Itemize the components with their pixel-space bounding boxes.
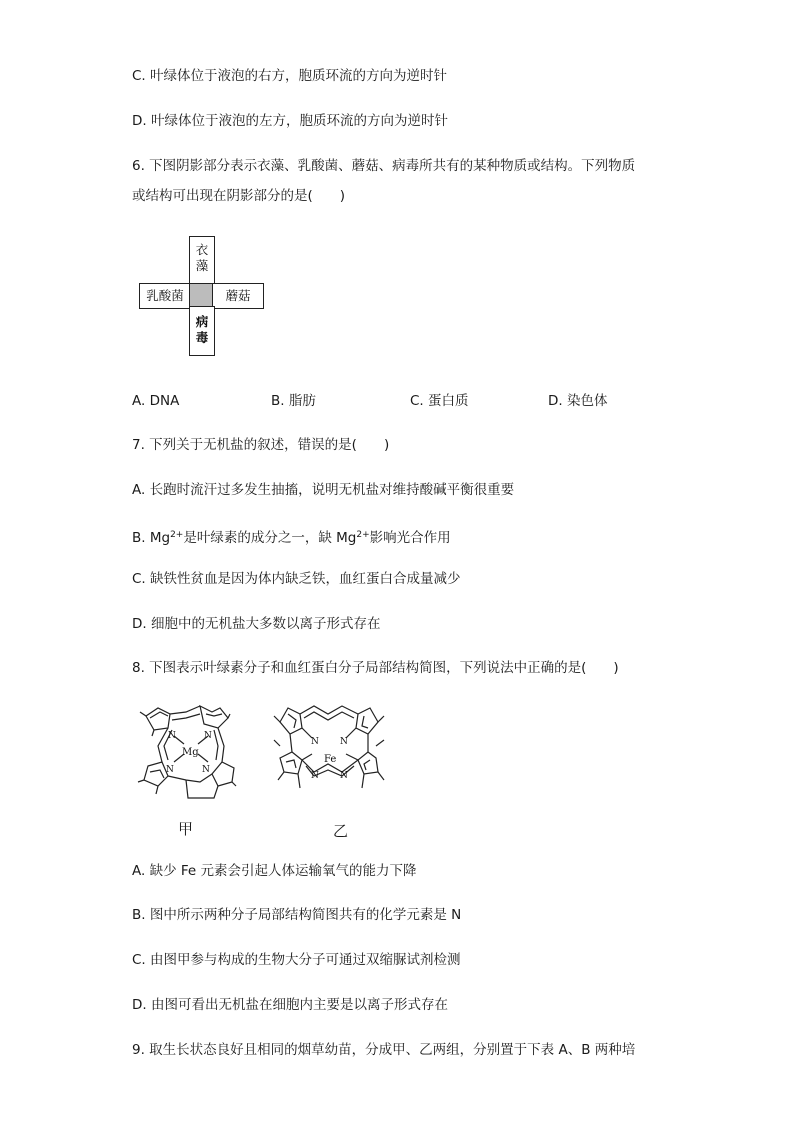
heme-structure	[274, 706, 384, 788]
box-yizao-char1: 衣	[195, 242, 209, 257]
q6-option-c: C. 蛋白质	[410, 393, 469, 409]
q7-option-b-charge1: 2+	[170, 530, 184, 540]
q7-option-b-part1: B. Mg	[132, 530, 171, 546]
box-mogu-label: 蘑菇	[225, 288, 251, 303]
box-mogu	[212, 283, 264, 309]
q7-option-b-part3: 影响光合作用	[369, 530, 451, 546]
heme-n2: N	[340, 737, 348, 747]
chlorophyll-n4: N	[202, 765, 210, 775]
q7-option-b-part2: 是叶绿素的成分之一，缺 Mg	[183, 530, 357, 546]
q9-stem: 9. 取生长状态良好且相同的烟草幼苗，分成甲、乙两组，分别置于下表 A、B 两种培	[132, 1042, 636, 1058]
figure-label-yi: 乙	[333, 822, 349, 840]
heme-n1: N	[311, 737, 319, 747]
box-yizao-char2: 藻	[195, 258, 209, 273]
chlorophyll-n3: N	[166, 765, 174, 775]
box-rusuanjun-label: 乳酸菌	[146, 288, 184, 303]
box-bingdu-char1: 病	[195, 314, 209, 329]
chlorophyll-mg: Mg	[182, 747, 199, 758]
chlorophyll-n2: N	[204, 731, 212, 741]
box-yizao	[189, 236, 215, 286]
q7-option-a: A. 长跑时流汗过多发生抽搐，说明无机盐对维持酸碱平衡很重要	[132, 482, 515, 498]
q6-stem-line1: 6. 下图阴影部分表示衣藻、乳酸菌、蘑菇、病毒所共有的某种物质或结构。下列物质	[132, 158, 636, 174]
q5-option-c: C. 叶绿体位于液泡的右方，胞质环流的方向为逆时针	[132, 68, 448, 84]
q5-option-d: D. 叶绿体位于液泡的左方，胞质环流的方向为逆时针	[132, 113, 448, 129]
q8-option-c: C. 由图甲参与构成的生物大分子可通过双缩脲试剂检测	[132, 952, 461, 968]
heme-n3: N	[311, 771, 319, 781]
q8-option-a: A. 缺少 Fe 元素会引起人体运输氧气的能力下降	[132, 863, 417, 879]
q7-option-b-charge2: 2+	[356, 530, 370, 540]
chlorophyll-n1: N	[168, 731, 176, 741]
q6-cross-diagram	[139, 236, 263, 356]
box-bingdu-char2: 毒	[195, 330, 209, 345]
box-bingdu	[189, 306, 215, 356]
q7-stem: 7. 下列关于无机盐的叙述，错误的是( )	[132, 437, 390, 453]
heme-n4: N	[340, 771, 348, 781]
q8-option-b: B. 图中所示两种分子局部结构简图共有的化学元素是 N	[132, 907, 462, 923]
q6-option-d: D. 染色体	[548, 393, 608, 409]
box-rusuanjun	[139, 283, 191, 309]
q6-stem-line2: 或结构可出现在阴影部分的是( )	[132, 188, 346, 204]
q6-options	[0, 391, 794, 411]
q7-option-b	[132, 525, 451, 548]
q8-molecule-diagrams	[128, 700, 388, 820]
q7-option-d: D. 细胞中的无机盐大多数以离子形式存在	[132, 616, 381, 632]
q8-stem: 8. 下图表示叶绿素分子和血红蛋白分子局部结构简图，下列说法中正确的是( )	[132, 660, 619, 676]
q6-option-b: B. 脂肪	[271, 393, 316, 409]
q7-option-c: C. 缺铁性贫血是因为体内缺乏铁，血红蛋白合成量减少	[132, 571, 461, 587]
q6-option-a: A. DNA	[132, 393, 180, 409]
figure-label-jia: 甲	[178, 820, 194, 838]
heme-fe: Fe	[324, 754, 337, 765]
q8-option-d: D. 由图可看出无机盐在细胞内主要是以离子形式存在	[132, 997, 448, 1013]
